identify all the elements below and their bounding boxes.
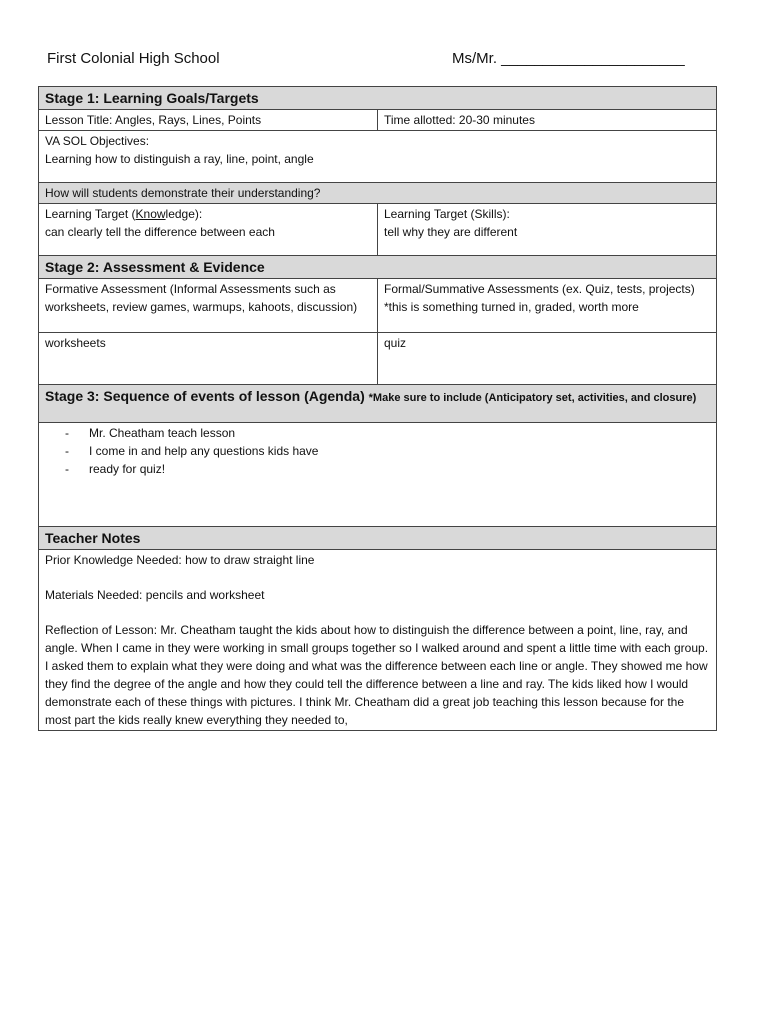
formative-value: worksheets xyxy=(39,333,378,385)
demonstrate-question: How will students demonstrate their understanding? xyxy=(39,183,717,204)
stage1-header-row xyxy=(39,87,717,110)
notes-header-row xyxy=(39,527,717,550)
skills-target-text: tell why they are different xyxy=(384,225,518,239)
agenda-cell xyxy=(39,423,717,527)
lesson-plan-table xyxy=(38,86,717,731)
materials-needed: Materials Needed: pencils and worksheet xyxy=(45,588,265,602)
agenda-item: - I come in and help any questions kids have xyxy=(45,442,710,460)
objectives-text: Learning how to distinguish a ray, line, point, angle xyxy=(45,152,314,166)
stage3-title-cell xyxy=(39,385,717,423)
assessment-values-row xyxy=(39,333,717,385)
notes-title: Teacher Notes xyxy=(39,527,717,550)
agenda-item: - Mr. Cheatham teach lesson xyxy=(45,424,710,442)
lesson-title-row xyxy=(39,110,717,131)
demonstrate-row xyxy=(39,183,717,204)
summative-value: quiz xyxy=(378,333,717,385)
time-allotted: Time allotted: 20-30 minutes xyxy=(378,110,717,131)
stage3-header-row xyxy=(39,385,717,423)
knowledge-target-text: can clearly tell the difference between each xyxy=(45,225,275,239)
objectives-row xyxy=(39,131,717,183)
stage1-title: Stage 1: Learning Goals/Targets xyxy=(39,87,717,110)
summative-label: Formal/Summative Assessments (ex. Quiz, tests, projects) *this is something turned in, graded, worth more xyxy=(378,279,717,333)
stage2-header-row xyxy=(39,256,717,279)
agenda-row xyxy=(39,423,717,527)
objectives-cell xyxy=(39,131,717,183)
skills-target-label: Learning Target (Skills): xyxy=(384,207,510,221)
notes-cell xyxy=(39,550,717,731)
prior-knowledge: Prior Knowledge Needed: how to draw straight line xyxy=(45,553,315,567)
objectives-label: VA SOL Objectives: xyxy=(45,134,150,148)
agenda-item: - ready for quiz! xyxy=(45,460,710,478)
formative-label: Formative Assessment (Informal Assessments such as worksheets, review games, warmups, kahoots, discussion) xyxy=(39,279,378,333)
knowledge-target-label: Learning Target (Knowledge): xyxy=(45,207,203,221)
stage3-note: *Make sure to include (Anticipatory set, activities, and closure) xyxy=(368,392,697,404)
lesson-title: Lesson Title: Angles, Rays, Lines, Points xyxy=(39,110,378,131)
agenda-list xyxy=(45,424,710,478)
teacher-name-field: Ms/Mr. ______________________ xyxy=(452,50,685,67)
school-name: First Colonial High School xyxy=(47,50,220,67)
stage2-title: Stage 2: Assessment & Evidence xyxy=(39,256,717,279)
skills-target-cell xyxy=(378,204,717,256)
knowledge-target-cell xyxy=(39,204,378,256)
reflection-text: Reflection of Lesson: Mr. Cheatham taught the kids about how to distinguish the difference between a point, line, ray, and angle. When I came in they were working in small groups together so I walked around and spent a little time with each group. I asked them to explain what they were doing and what was the difference between each line or angle. They showed me how they find the degree of the angle and how they could tell the difference between a line and ray. The kids liked how I would demonstrate each of these things with pictures. I think Mr. Cheatham did a great job teaching this lesson because for the most part the kids really knew everything they needed to, xyxy=(45,623,709,727)
assessment-labels-row xyxy=(39,279,717,333)
learning-targets-row xyxy=(39,204,717,256)
notes-row xyxy=(39,550,717,731)
stage3-title: Stage 3: Sequence of events of lesson (Agenda) xyxy=(45,388,365,404)
